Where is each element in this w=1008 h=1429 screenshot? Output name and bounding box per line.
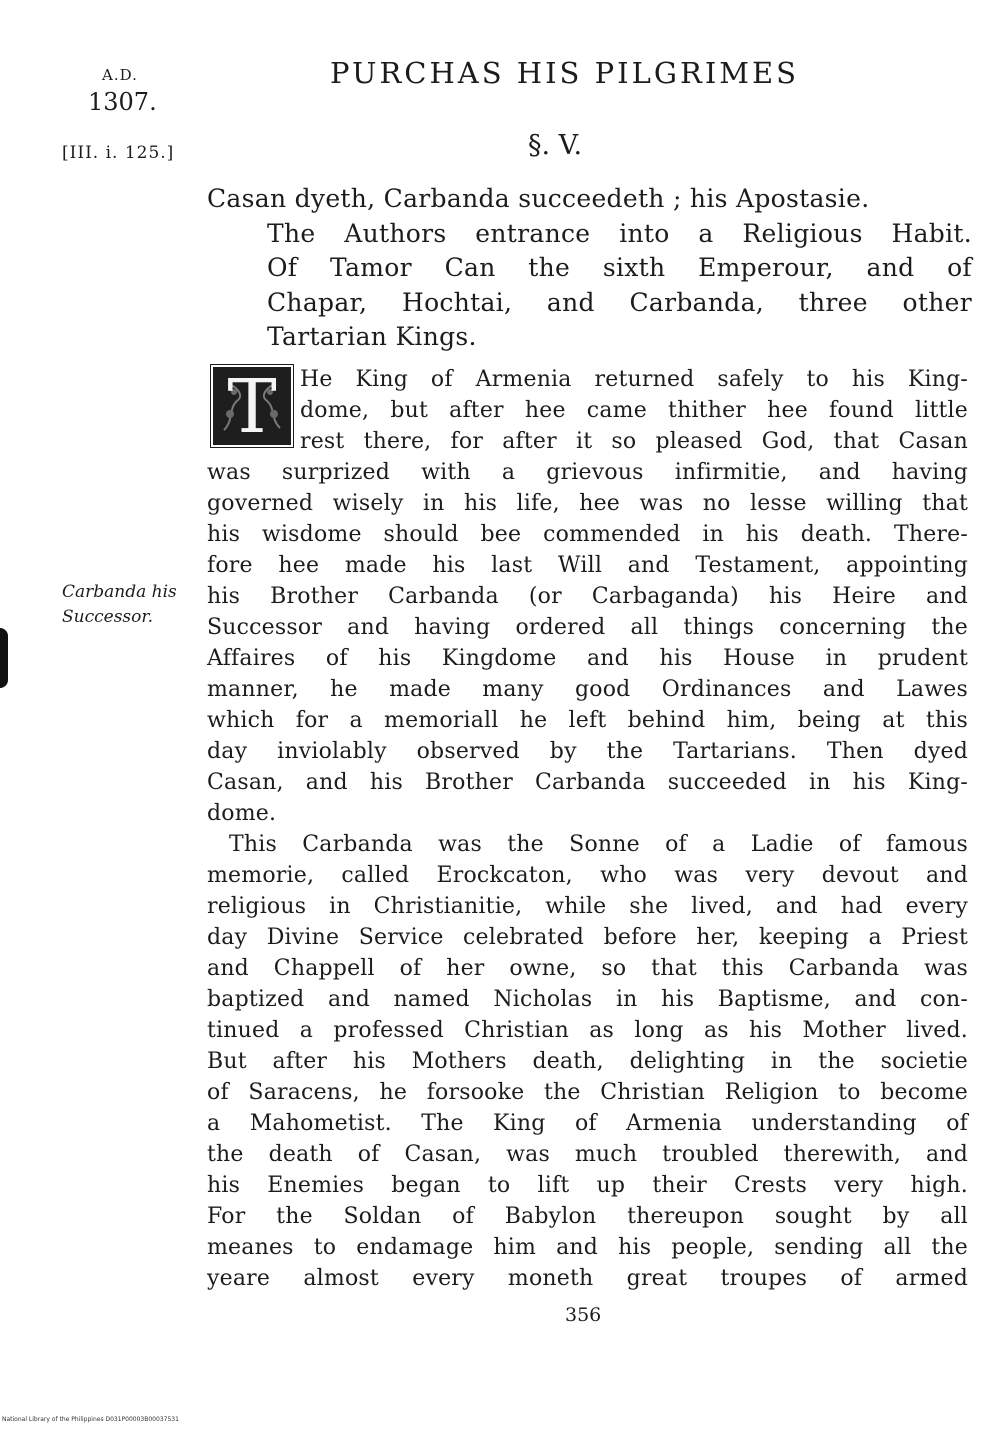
- text-line: Affaires of his Kingdome and his House in prudent: [207, 646, 968, 671]
- heading-line: Casan dyeth, Carbanda succeedeth ; his Apostasie.: [207, 184, 870, 213]
- running-title: PURCHAS HIS PILGRIMES: [330, 56, 800, 90]
- section-heading: [207, 182, 972, 355]
- heading-line: Chapar, Hochtai, and Carbanda, three other: [267, 287, 972, 317]
- text-line: This Carbanda was the Sonne of a Ladie of famous: [229, 832, 968, 857]
- margin-note: [62, 580, 177, 630]
- text-line: his Enemies began to lift up their Crests very high.: [207, 1173, 968, 1198]
- text-line: a Mahometist. The King of Armenia understanding of: [207, 1111, 968, 1136]
- scan-edge-mark: [0, 628, 8, 688]
- text-line: day Divine Service celebrated before her, keeping a Priest: [207, 925, 968, 950]
- text-line: tinued a professed Christian as long as his Mother lived.: [207, 1018, 968, 1043]
- text-line: yeare almost every moneth great troupes of armed: [207, 1266, 968, 1291]
- text-line: meanes to endamage him and his people, sending all the: [207, 1235, 968, 1260]
- text-line: religious in Christianitie, while she lived, and had every: [207, 894, 968, 919]
- text-line: baptized and named Nicholas in his Baptisme, and con-: [207, 987, 968, 1012]
- text-line: For the Soldan of Babylon thereupon sought by all: [207, 1204, 968, 1229]
- text-line: and Chappell of her owne, so that this Carbanda was: [207, 956, 968, 981]
- text-line: his wisdome should bee commended in his death. There-: [207, 522, 968, 547]
- section-mark: §. V.: [528, 130, 583, 161]
- text-line: governed wisely in his life, hee was no lesse willing that: [207, 491, 968, 516]
- library-stamp: National Library of the Philippines D031P00003B00037531: [2, 1416, 179, 1423]
- text-line: Successor and having ordered all things concerning the: [207, 615, 968, 640]
- text-line: day inviolably observed by the Tartarians. Then dyed: [207, 739, 968, 764]
- text-line: fore hee made his last Will and Testament, appointing: [207, 553, 968, 578]
- margin-note-line: Successor.: [62, 607, 154, 627]
- text-line: manner, he made many good Ordinances and Lawes: [207, 677, 968, 702]
- text-line: dome.: [207, 801, 277, 826]
- year-label: 1307.: [88, 88, 157, 116]
- heading-line: Tartarian Kings.: [267, 322, 477, 351]
- text-line: dome, but after hee came thither hee found little: [300, 398, 968, 423]
- page-number: 356: [565, 1304, 602, 1326]
- text-line: Casan, and his Brother Carbanda succeeded in his King-: [207, 770, 968, 795]
- text-line: But after his Mothers death, delighting in the societie: [207, 1049, 968, 1074]
- text-line: his Brother Carbanda (or Carbaganda) his Heire and: [207, 584, 968, 609]
- margin-note-line: Carbanda his: [62, 582, 177, 602]
- text-line: which for a memoriall he left behind him, being at this: [207, 708, 968, 733]
- volume-reference: [III. i. 125.]: [62, 143, 175, 163]
- anno-domini-label: A.D.: [102, 66, 138, 84]
- body-text: [207, 364, 968, 1294]
- heading-line: Of Tamor Can the sixth Emperour, and of: [267, 253, 972, 282]
- text-line: memorie, called Erockcaton, who was very devout and: [207, 863, 968, 888]
- drop-cap-letter: T: [227, 364, 277, 450]
- text-line: the death of Casan, was much troubled therewith, and: [207, 1142, 968, 1167]
- text-line: was surprized with a grievous infirmitie, and having: [207, 460, 968, 485]
- text-line: of Saracens, he forsooke the Christian Religion to become: [207, 1080, 968, 1105]
- heading-line: The Authors entrance into a Religious Habit.: [267, 218, 972, 248]
- text-line: He King of Armenia returned safely to his King-: [300, 367, 968, 392]
- text-line: rest there, for after it so pleased God, that Casan: [300, 429, 968, 454]
